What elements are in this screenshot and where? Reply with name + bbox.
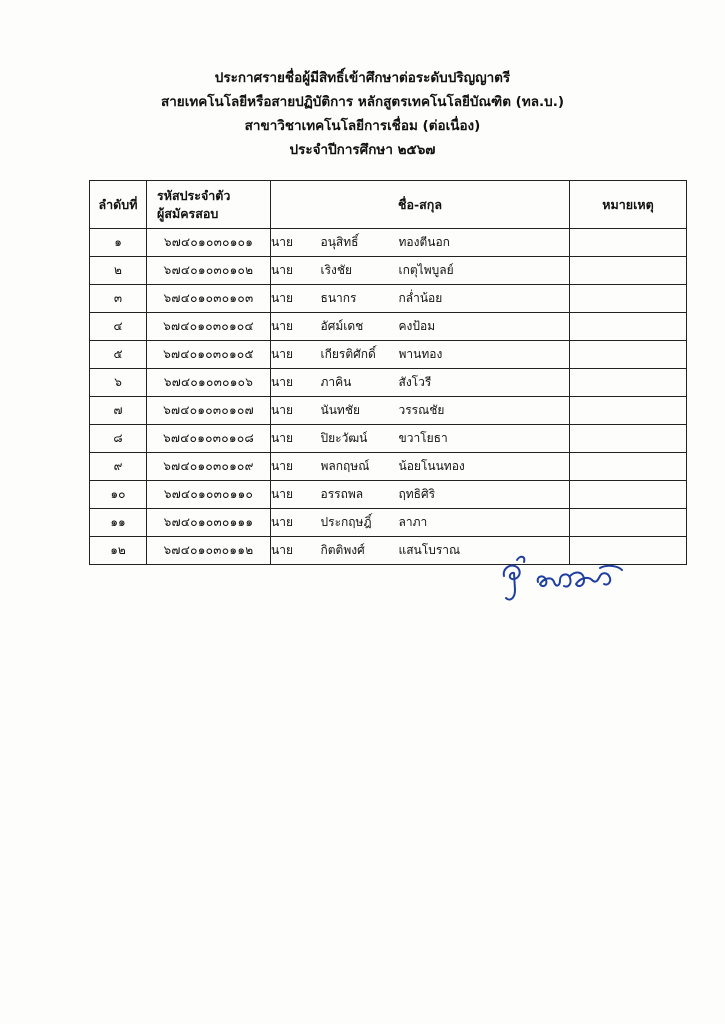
row-note — [570, 453, 687, 481]
name-prefix: นาย — [271, 369, 321, 397]
name-prefix: นาย — [271, 313, 321, 341]
row-note — [570, 257, 687, 285]
first-name: พลกฤษณ์ — [321, 453, 399, 481]
last-name: พานทอง — [399, 341, 570, 369]
column-header-code-line2: ผู้สมัครสอบ — [157, 205, 219, 221]
first-name: ธนากร — [321, 285, 399, 313]
row-number: ๗ — [90, 397, 147, 425]
row-note — [570, 509, 687, 537]
row-note — [570, 229, 687, 257]
header-major: สาขาวิชาเทคโนโลยีการเชื่อม (ต่อเนื่อง) — [244, 118, 481, 134]
row-number: ๕ — [90, 341, 147, 369]
row-note — [570, 341, 687, 369]
column-header-note: หมายเหตุ — [570, 181, 687, 229]
applicant-code: ๖๗๔๐๑๐๓๐๑๐๘ — [147, 425, 271, 453]
row-number: ๒ — [90, 257, 147, 285]
column-header-code-line1: รหัสประจำตัว — [157, 187, 231, 203]
first-name: กิตติพงศ์ — [321, 537, 399, 565]
last-name: ฤทธิศิริ — [399, 481, 570, 509]
row-number: ๖ — [90, 369, 147, 397]
applicant-code: ๖๗๔๐๑๐๓๐๑๑๐ — [147, 481, 271, 509]
row-number: ๙ — [90, 453, 147, 481]
header-program: สายเทคโนโลยีหรือสายปฏิบัติการ หลักสูตรเทคโนโลยีบัณฑิต (ทล.บ.) — [160, 94, 565, 110]
first-name: เกียรติศักดิ์ — [321, 341, 399, 369]
table-row — [90, 453, 687, 481]
last-name: กล่ำน้อย — [399, 285, 570, 313]
applicant-code: ๖๗๔๐๑๐๓๐๑๐๗ — [147, 397, 271, 425]
table-row — [90, 509, 687, 537]
name-prefix: นาย — [271, 481, 321, 509]
row-note — [570, 313, 687, 341]
first-name: นันทชัย — [321, 397, 399, 425]
last-name: ทองตีนอก — [399, 229, 570, 257]
last-name: สังโวรี — [399, 369, 570, 397]
column-header-name: ชื่อ-สกุล — [271, 181, 570, 229]
name-prefix: นาย — [271, 257, 321, 285]
table-row — [90, 257, 687, 285]
last-name: วรรณชัย — [399, 397, 570, 425]
table-row — [90, 425, 687, 453]
row-number: ๑๑ — [90, 509, 147, 537]
name-prefix: นาย — [271, 453, 321, 481]
row-note — [570, 481, 687, 509]
table-body — [90, 229, 687, 565]
row-note — [570, 397, 687, 425]
row-number: ๑ — [90, 229, 147, 257]
applicant-code: ๖๗๔๐๑๐๓๐๑๐๙ — [147, 453, 271, 481]
table-row — [90, 313, 687, 341]
first-name: อัศม์เดช — [321, 313, 399, 341]
signature-image — [498, 546, 628, 606]
applicant-table — [89, 180, 687, 565]
header-title: ประกาศรายชื่อผู้มีสิทธิ์เข้าศึกษาต่อระดับปริญญาตรี — [214, 70, 511, 86]
first-name: เริงชัย — [321, 257, 399, 285]
table-row — [90, 229, 687, 257]
table-row — [90, 341, 687, 369]
column-header-no: ลำดับที่ — [90, 181, 147, 229]
row-number: ๑๒ — [90, 537, 147, 565]
last-name: ขวาโยธา — [399, 425, 570, 453]
name-prefix: นาย — [271, 537, 321, 565]
applicant-code: ๖๗๔๐๑๐๓๐๑๐๔ — [147, 313, 271, 341]
column-header-code — [147, 181, 271, 229]
last-name: คงป้อม — [399, 313, 570, 341]
first-name: อรรถพล — [321, 481, 399, 509]
applicant-code: ๖๗๔๐๑๐๓๐๑๑๑ — [147, 509, 271, 537]
row-note — [570, 425, 687, 453]
last-name: ลาภา — [399, 509, 570, 537]
table-row — [90, 369, 687, 397]
name-prefix: นาย — [271, 341, 321, 369]
table-row — [90, 285, 687, 313]
first-name: ประกฤษฎิ์ — [321, 509, 399, 537]
applicant-code: ๖๗๔๐๑๐๓๐๑๐๑ — [147, 229, 271, 257]
header-academic-year: ประจำปีการศึกษา ๒๕๖๗ — [289, 142, 436, 158]
row-note — [570, 369, 687, 397]
last-name: แสนโบราณ — [399, 537, 570, 565]
row-number: ๑๐ — [90, 481, 147, 509]
table-row — [90, 481, 687, 509]
last-name: น้อยโนนทอง — [399, 453, 570, 481]
table-header-row — [90, 181, 687, 229]
first-name: อนุสิทธิ์ — [321, 229, 399, 257]
first-name: ปิยะวัฒน์ — [321, 425, 399, 453]
applicant-code: ๖๗๔๐๑๐๓๐๑๐๓ — [147, 285, 271, 313]
table-row — [90, 397, 687, 425]
row-note — [570, 285, 687, 313]
applicant-code: ๖๗๔๐๑๐๓๐๑๐๕ — [147, 341, 271, 369]
name-prefix: นาย — [271, 425, 321, 453]
name-prefix: นาย — [271, 509, 321, 537]
applicant-code: ๖๗๔๐๑๐๓๐๑๐๒ — [147, 257, 271, 285]
first-name: ภาคิน — [321, 369, 399, 397]
last-name: เกตุไพบูลย์ — [399, 257, 570, 285]
name-prefix: นาย — [271, 285, 321, 313]
document-header — [0, 66, 725, 162]
name-prefix: นาย — [271, 229, 321, 257]
applicant-code: ๖๗๔๐๑๐๓๐๑๑๒ — [147, 537, 271, 565]
name-prefix: นาย — [271, 397, 321, 425]
row-number: ๘ — [90, 425, 147, 453]
row-number: ๓ — [90, 285, 147, 313]
row-number: ๔ — [90, 313, 147, 341]
applicant-code: ๖๗๔๐๑๐๓๐๑๐๖ — [147, 369, 271, 397]
